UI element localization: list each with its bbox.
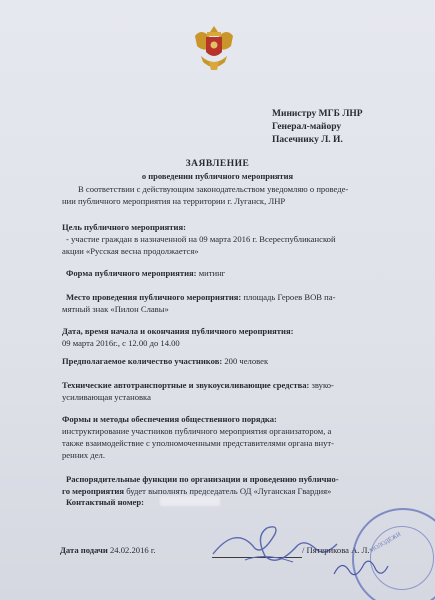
functions-label: Распорядительные функции по организации и проведению публично- [66,474,339,484]
participants-value: 200 человек [222,356,269,366]
addressee-line: Пасечнику Л. И. [272,135,343,145]
purpose-label: Цель публичного мероприятия: [62,222,186,232]
datetime-value: 09 марта 2016г., с 12.00 до 14.00 [62,338,180,348]
purpose-line: акции «Русская весна продолжается» [62,246,199,256]
date-label: Дата подачи [60,545,108,555]
tech-row [62,380,334,392]
purpose-line: - участие граждан в назначенной на 09 марта 2016 г. Всереспубликанской [66,234,336,244]
place-value-line: мятный знак «Пилон Славы» [62,304,169,314]
signature-mark [205,516,345,570]
date-value: 24.02.2016 г. [107,545,156,555]
form-row [66,268,225,280]
stamp-signature-scribble [330,552,390,582]
place-row [66,292,335,304]
redacted-phone [160,496,220,506]
participants-label: Предполагаемое количество участников: [62,356,223,366]
form-label: Форма публичного мероприятия: [66,268,197,278]
coat-of-arms-emblem [189,22,239,74]
intro-line: В соответствии с действующим законодательством уведомляю о проведе- [78,184,349,194]
date-row [60,545,156,557]
seal-stamp-text: МОЛОДЁЖИ [368,531,403,555]
participants-row [62,356,268,368]
functions-label-cont: го мероприятия [62,486,125,496]
document-title: ЗАЯВЛЕНИЕ [185,159,250,169]
signer-name: / Пятерикова А. Л. [302,545,370,555]
tech-value: звуко- [309,380,334,390]
document-subtitle: о проведении публичного мероприятия [141,171,294,181]
tech-value-line: усиливающая установка [62,392,151,402]
datetime-label: Дата, время начала и окончания публичного мероприятия: [62,326,294,336]
order-label: Формы и методы обеспечения общественного порядка: [62,414,277,424]
contact-label: Контактный номер: [66,497,145,507]
place-label: Место проведения публичного мероприятия: [66,292,242,302]
addressee-line: Генерал-майору [272,122,342,132]
place-value: площадь Героев ВОВ па- [241,292,336,302]
form-value: митинг [196,268,226,278]
intro-line: нии публичного мероприятия на территории г. Луганск, ЛНР [62,196,286,206]
order-line: также взаимодействие с уполномоченными представителями органа внут- [62,438,335,448]
functions-value: будет выполнять председатель ОД «Луганская Гвардия» [124,486,332,496]
tech-label: Технические автотранспортные и звукоусиливающие средства: [62,380,310,390]
addressee-line: Министру МГБ ЛНР [272,109,363,119]
addressee-block [272,108,363,147]
order-line: ренних дел. [62,450,105,460]
order-line: инструктирование участников публичного мероприятия организатором, а [62,426,332,436]
